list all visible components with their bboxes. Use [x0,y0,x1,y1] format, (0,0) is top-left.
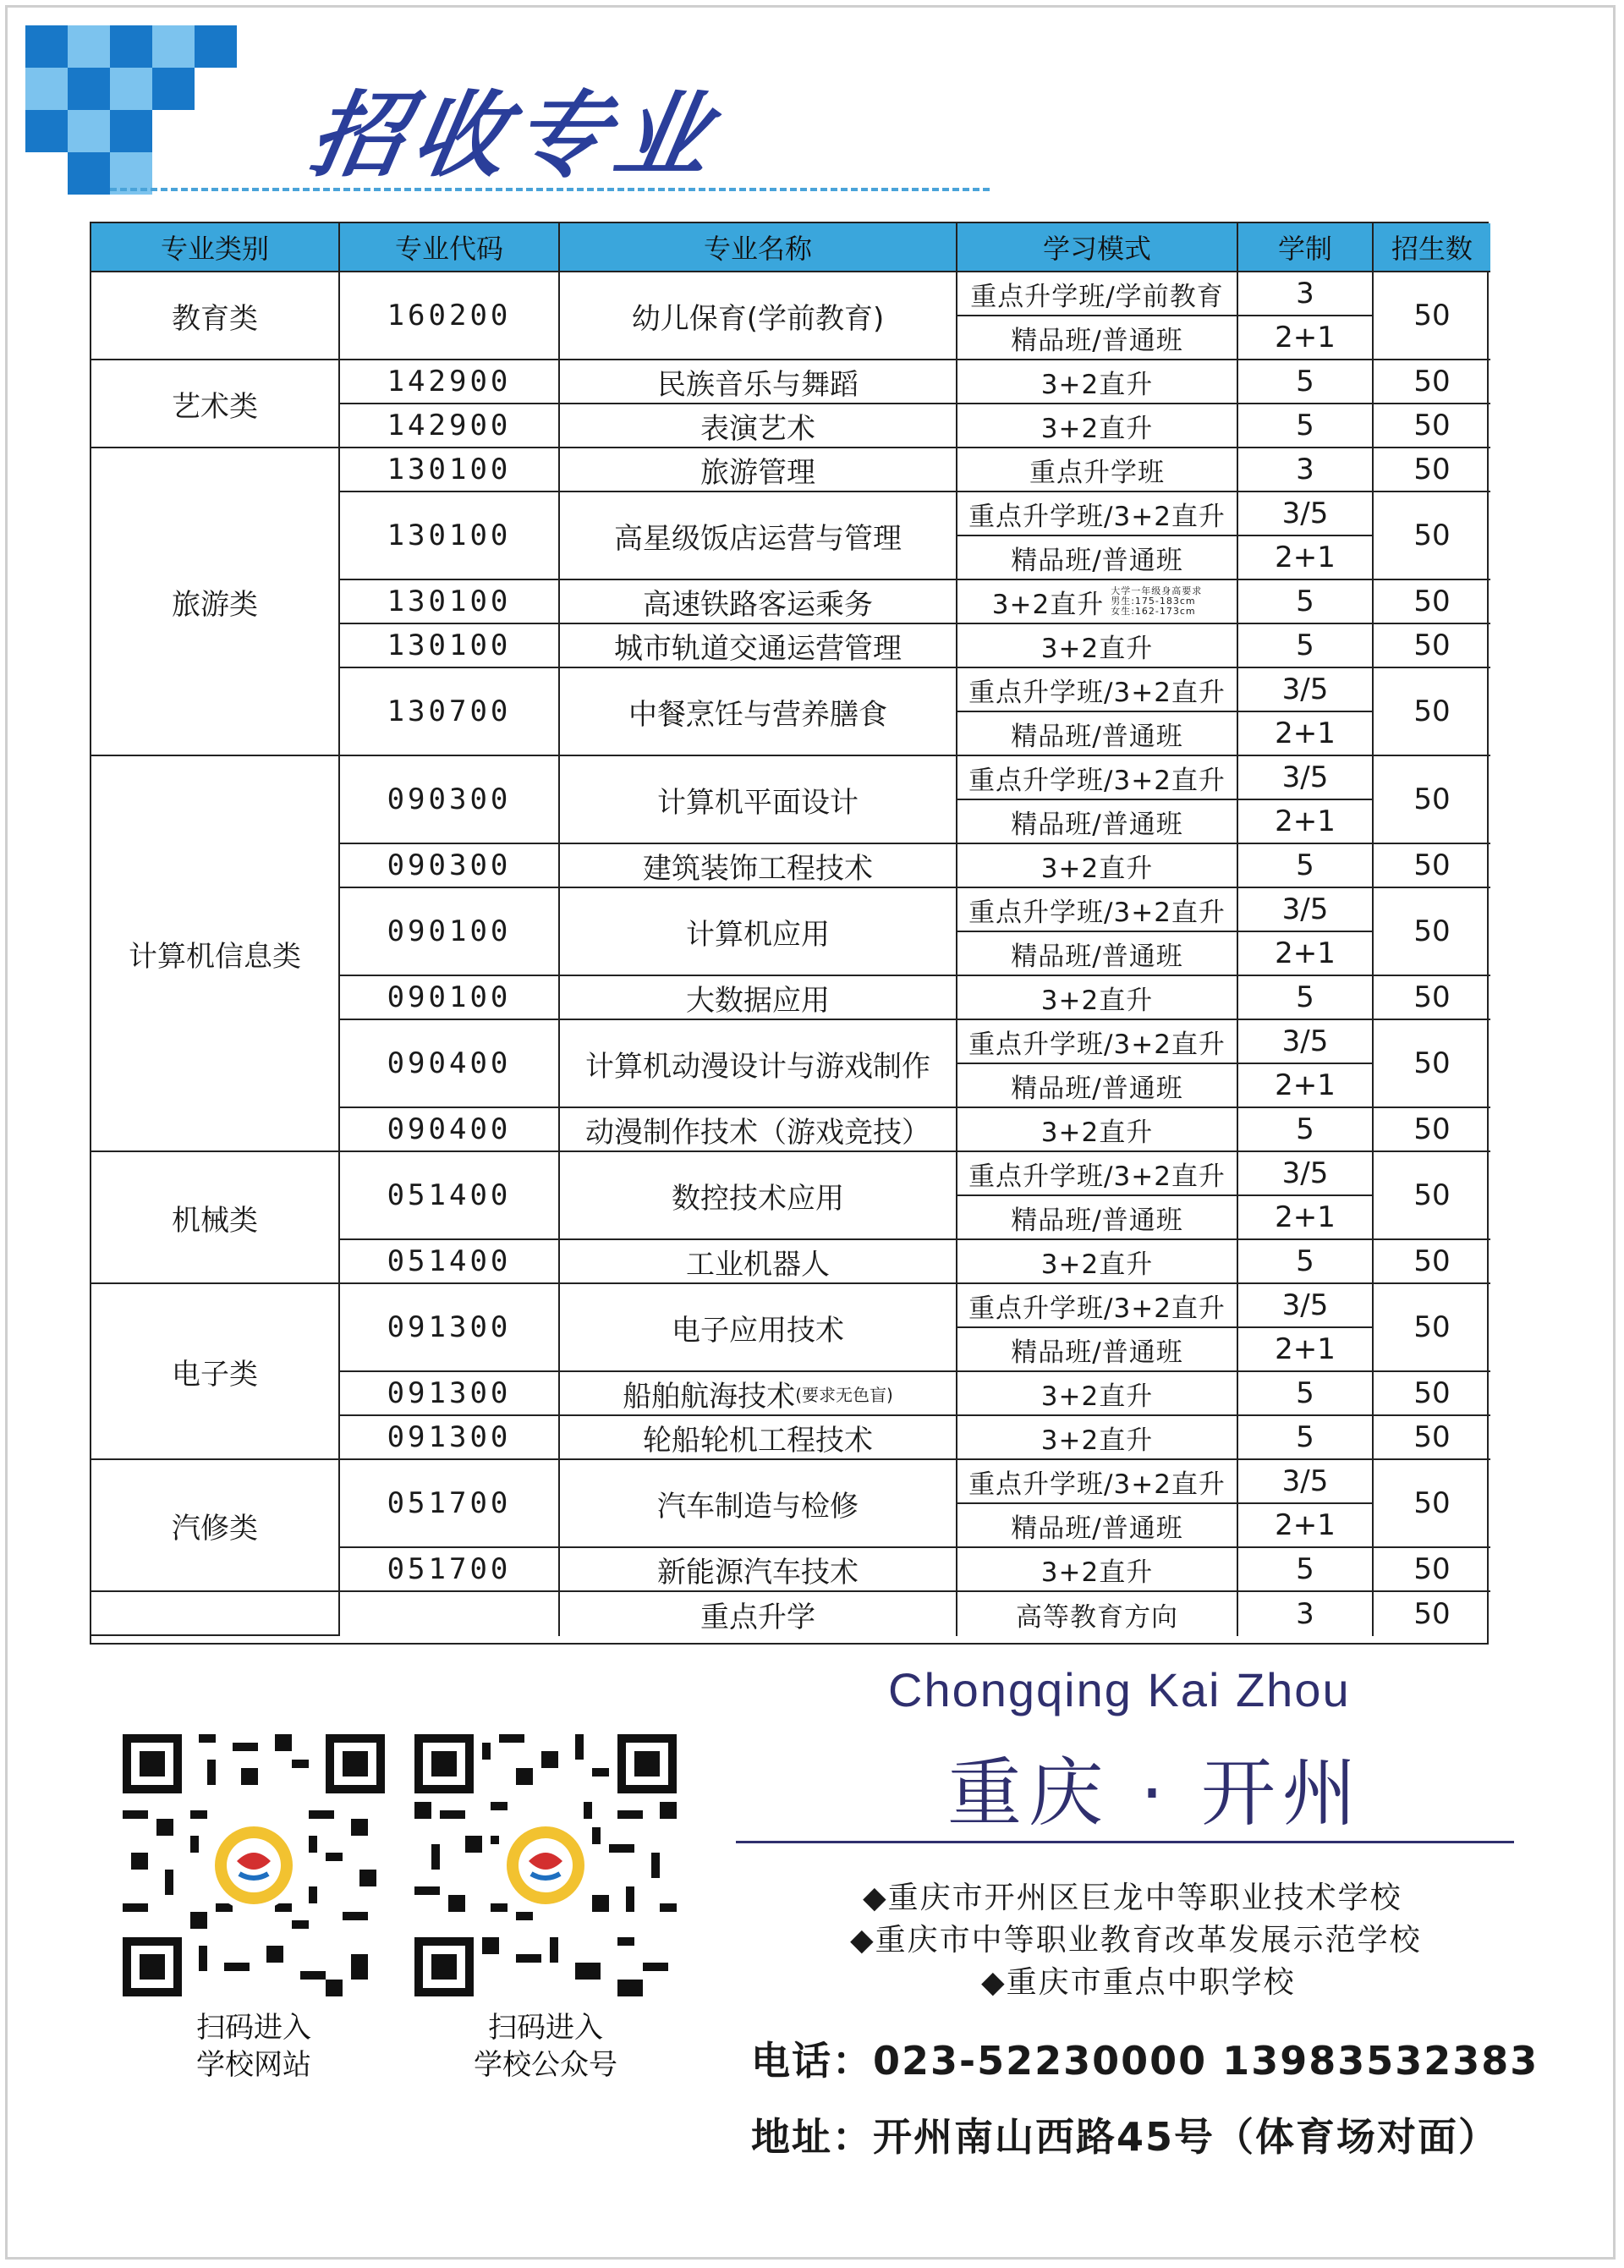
study-years: 5 [1238,976,1374,1020]
study-years: 2+1 [1238,1064,1374,1108]
major-code: 090100 [340,888,560,976]
study-mode: 精品班/普通班 [957,536,1238,580]
study-years: 2+1 [1238,536,1374,580]
category-cell: 计算机信息类 [91,756,340,1152]
major-code: 090300 [340,756,560,844]
major-name: 大数据应用 [560,976,957,1020]
study-mode: 3+2直升 [957,360,1238,404]
major-code: 090100 [340,976,560,1020]
header-years: 学制 [1238,223,1374,272]
study-years: 3/5 [1238,1284,1374,1328]
majors-table [90,222,1489,1645]
major-name: 中餐烹饪与营养膳食 [560,668,957,756]
major-count: 50 [1374,1284,1490,1372]
major-count: 50 [1374,1372,1490,1416]
major-code: 051700 [340,1460,560,1548]
study-mode: 3+2直升 [957,1416,1238,1460]
major-name: 高速铁路客运乘务 [560,580,957,624]
study-mode: 3+2直升 [957,404,1238,448]
study-years: 5 [1238,360,1374,404]
major-count: 50 [1374,1240,1490,1284]
study-mode: 3+2直升 [957,1240,1238,1284]
study-mode: 精品班/普通班 [957,1328,1238,1372]
major-count: 50 [1374,272,1490,360]
major-name: 计算机应用 [560,888,957,976]
qr-caption-line: 学校公众号 [474,2048,617,2082]
major-name: 计算机动漫设计与游戏制作 [560,1020,957,1108]
major-name: 轮船轮机工程技术 [560,1416,957,1460]
major-count: 50 [1374,976,1490,1020]
major-count: 50 [1374,624,1490,668]
study-years: 3/5 [1238,1460,1374,1504]
school-honor: ◆重庆市中等职业教育改革发展示范学校 [850,1923,1422,1958]
major-count: 50 [1374,668,1490,756]
study-years: 2+1 [1238,1328,1374,1372]
major-name: 幼儿保育(学前教育) [560,272,957,360]
study-mode: 重点升学班/3+2直升 [957,1152,1238,1196]
qr-caption-wechat [414,2009,677,2084]
note-line: 女生:162-173cm [1111,606,1196,617]
major-count: 50 [1374,1460,1490,1548]
qr-code-icon [123,1734,385,1996]
major-count: 50 [1374,448,1490,492]
study-years: 3 [1238,1592,1374,1636]
major-code: 142900 [340,404,560,448]
study-mode: 重点升学班/学前教育 [957,272,1238,316]
major-count: 50 [1374,1108,1490,1152]
major-count: 50 [1413,1597,1451,1631]
major-count: 50 [1374,888,1490,976]
study-mode: 重点升学班/3+2直升 [957,492,1238,536]
study-mode: 3+2直升 [957,976,1238,1020]
study-years: 3/5 [1238,1152,1374,1196]
major-code: 091300 [340,1416,560,1460]
major-code: 090400 [340,1020,560,1108]
school-honor: ◆重庆市开州区巨龙中等职业技术学校 [863,1881,1402,1915]
study-years: 3 [1238,272,1374,316]
study-years: 3/5 [1238,492,1374,536]
height-requirement-note [1111,586,1202,617]
major-name: 动漫制作技术（游戏竞技） [560,1108,957,1152]
major-name: 表演艺术 [560,404,957,448]
category-cell-empty [91,1592,340,1636]
major-count: 50 [1374,1152,1490,1240]
category-cell: 艺术类 [91,360,340,448]
major-code: 091300 [340,1284,560,1372]
category-cell: 教育类 [91,272,340,360]
study-years: 3/5 [1238,1020,1374,1064]
category-cell: 电子类 [91,1284,340,1460]
major-name: 建筑装饰工程技术 [560,844,957,888]
study-mode: 精品班/普通班 [957,1064,1238,1108]
study-mode: 重点升学班/3+2直升 [957,1020,1238,1064]
major-code: 130100 [340,448,560,492]
qr-caption-line: 学校网站 [196,2048,311,2082]
study-years: 2+1 [1238,1196,1374,1240]
study-years: 5 [1238,1416,1374,1460]
study-years: 3/5 [1238,756,1374,800]
major-code: 051400 [340,1240,560,1284]
header-count: 招生数 [1374,223,1490,272]
phone-text: 电话：023-52230000 13983532383 [751,2038,1539,2084]
city-divider [736,1841,1514,1843]
header-name: 专业名称 [560,223,957,272]
major-name: 计算机平面设计 [560,756,957,844]
study-mode: 精品班/普通班 [957,932,1238,976]
study-mode: 精品班/普通班 [957,712,1238,756]
major-code: 090300 [340,844,560,888]
study-mode: 3+2直升 [957,624,1238,668]
study-mode: 精品班/普通班 [957,316,1238,360]
major-code: 130700 [340,668,560,756]
study-mode: 精品班/普通班 [957,800,1238,844]
qr-code-icon [414,1734,677,1996]
major-name: 新能源汽车技术 [560,1548,957,1592]
header-category: 专业类别 [91,223,340,272]
study-mode: 3+2直升 [957,1108,1238,1152]
major-count: 50 [1374,492,1490,580]
study-years: 2+1 [1238,712,1374,756]
qr-code-wechat[interactable] [414,1734,677,1996]
category-cell: 旅游类 [91,448,340,756]
major-name: 民族音乐与舞蹈 [560,360,957,404]
study-mode: 高等教育方向 [957,1592,1238,1636]
major-code: 130100 [340,624,560,668]
title-underline [110,188,990,191]
study-years: 5 [1238,844,1374,888]
major-code: 051700 [340,1548,560,1592]
study-mode-with-note [957,580,1238,624]
page-title: 招收专业 [302,81,727,189]
major-code: 130100 [340,580,560,624]
study-years: 5 [1238,1240,1374,1284]
study-mode: 3+2直升 [957,1372,1238,1416]
study-mode: 重点升学班/3+2直升 [957,1460,1238,1504]
major-name: 城市轨道交通运营管理 [560,624,957,668]
study-mode: 3+2直升 [957,1548,1238,1592]
study-years: 3 [1238,448,1374,492]
study-years: 5 [1238,624,1374,668]
study-years: 5 [1238,1548,1374,1592]
study-mode: 精品班/普通班 [957,1504,1238,1548]
study-mode: 重点升学班 [957,448,1238,492]
address-text: 地址：开州南山西路45号（体育场对面） [751,2114,1500,2160]
study-years: 2+1 [1238,316,1374,360]
study-years: 2+1 [1238,1504,1374,1548]
major-code: 160200 [340,272,560,360]
major-name-with-note [560,1372,957,1416]
major-code [340,1592,560,1636]
major-name: 汽车制造与检修 [560,1460,957,1548]
major-code: 091300 [340,1372,560,1416]
qr-caption-website [127,2009,381,2084]
major-count: 50 [1374,1020,1490,1108]
major-name: 工业机器人 [560,1240,957,1284]
major-name: 重点升学 [560,1592,957,1636]
qr-caption-line: 扫码进入 [488,2011,603,2045]
study-years: 2+1 [1238,800,1374,844]
study-years: 3/5 [1238,668,1374,712]
category-cell: 汽修类 [91,1460,340,1592]
study-years: 5 [1238,1108,1374,1152]
school-honor: ◆重庆市重点中职学校 [981,1965,1296,2000]
major-count: 50 [1374,1548,1490,1592]
qr-caption-line: 扫码进入 [196,2011,311,2045]
major-count: 50 [1374,580,1490,624]
study-mode: 3+2直升 [991,589,1105,620]
city-chinese: 重庆 · 开州 [947,1749,1363,1837]
major-count: 50 [1374,360,1490,404]
city-english: Chongqing Kai Zhou [888,1663,1351,1716]
major-count: 50 [1374,756,1490,844]
major-count: 50 [1374,1416,1490,1460]
study-mode: 精品班/普通班 [957,1196,1238,1240]
major-name: 电子应用技术 [560,1284,957,1372]
study-mode: 重点升学班/3+2直升 [957,668,1238,712]
header-mode: 学习模式 [957,223,1238,272]
category-cell: 机械类 [91,1152,340,1284]
major-name: 数控技术应用 [560,1152,957,1240]
study-mode: 重点升学班/3+2直升 [957,756,1238,800]
header-code: 专业代码 [340,223,560,272]
major-count: 50 [1374,844,1490,888]
note-line: 大学一年级身高要求 [1111,585,1203,596]
major-name: 高星级饭店运营与管理 [560,492,957,580]
study-mode: 重点升学班/3+2直升 [957,888,1238,932]
study-years: 5 [1238,404,1374,448]
major-name-note: (要求无色盲) [795,1384,893,1405]
note-line: 男生:175-183cm [1111,596,1196,607]
major-name: 旅游管理 [560,448,957,492]
major-code: 142900 [340,360,560,404]
study-years: 5 [1238,580,1374,624]
major-name: 船舶航海技术 [623,1379,796,1414]
study-mode: 3+2直升 [957,844,1238,888]
study-years: 5 [1238,1372,1374,1416]
study-mode: 重点升学班/3+2直升 [957,1284,1238,1328]
major-code: 051400 [340,1152,560,1240]
study-years: 3/5 [1238,888,1374,932]
qr-code-website[interactable] [123,1734,385,1996]
major-count: 50 [1374,404,1490,448]
major-code: 090400 [340,1108,560,1152]
major-code: 130100 [340,492,560,580]
study-years: 2+1 [1238,932,1374,976]
